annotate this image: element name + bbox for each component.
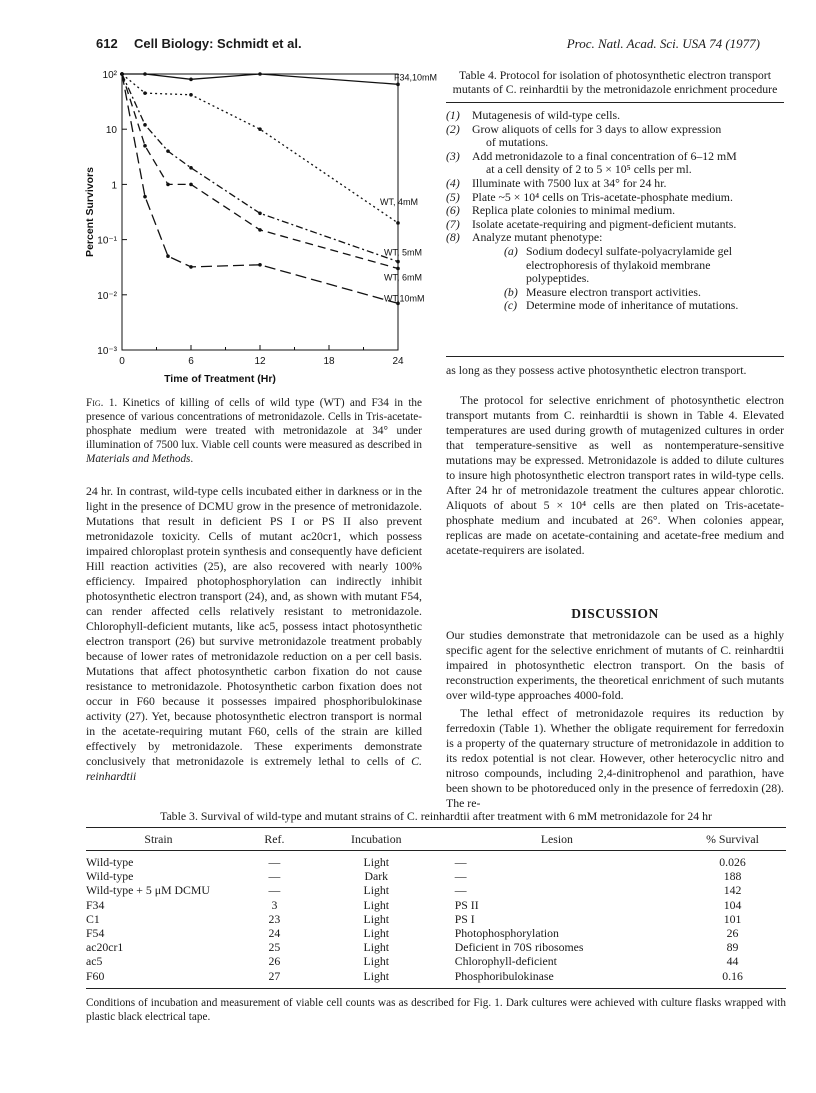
strain-cell: Wild-type [86, 855, 134, 870]
figure-caption-text: Kinetics of killing of cells of wild type (WT) and F34 in the presence of various concentrations of metronidazole. Cells in Tris-acetate-phosphate medium were treated with metronidazole at 34° under illumination of 7500 lux. Viable cell counts were measured as described in [86, 397, 422, 451]
table-row [86, 898, 786, 912]
series-label: WT, 6mM [384, 272, 422, 283]
series-line [122, 74, 398, 262]
section-title: Cell Biology: Schmidt et al. [134, 36, 302, 51]
journal-citation: Proc. Natl. Acad. Sci. USA 74 (1977) [566, 36, 760, 51]
left-column-paragraph [86, 484, 422, 784]
data-point [396, 267, 400, 271]
right-paragraph-3: Our studies demonstrate that metronidazole can be used as a highly specific agent for the selective enrichment of mutants of C. reinhardtii impaired in photosynthetic electron transport. On the basis of reconstruction experiments, the theoretical enrichment of such mutants over wild-type approaches 4000-fold. [446, 628, 784, 702]
column-header-survival: % Survival [679, 828, 786, 851]
survival-cell: 0.16 [679, 969, 786, 989]
figure-label: Fig. 1. [86, 397, 118, 409]
step-text: Replica plate colonies to minimal medium. [472, 203, 676, 218]
table-row [86, 926, 786, 940]
table-row [86, 969, 786, 989]
figure-caption-ref: Materials and Methods [86, 453, 191, 465]
table-row [86, 912, 786, 926]
table-row [86, 851, 786, 870]
page-number: 612 [96, 36, 118, 51]
figure-caption-end: . [190, 453, 194, 465]
step-text: electrophoresis of thylakoid membrane [526, 257, 711, 272]
column-header-ref: Ref. [231, 828, 318, 851]
ref-cell: 24 [268, 926, 281, 941]
incubation-cell: Dark [364, 869, 389, 884]
data-point [258, 263, 262, 267]
incubation-cell: Light [363, 883, 390, 898]
table-4-step [446, 150, 784, 164]
data-point [396, 83, 400, 87]
data-point [143, 91, 147, 95]
strain-cell: F54 [86, 926, 105, 941]
step-number: (c) [504, 298, 518, 313]
lesion-cell: — [454, 883, 467, 898]
series-label: WT,10mM [384, 293, 425, 304]
right-paragraph-2: The protocol for selective enrichment of photosynthetic electron transport mutants from C. reinhardtii is shown in Table 4. Elevated temperatures are used during growth of mutagenized cultures in order that temperature-sensitive as well as nontemperature-sensitive mutations may be expressed. Metronidazole is added to dilute cultures to insure high photosynthetic electron transport rates in wild-type cells. After 24 hr of metronidazole treatment the cultures appear chlorotic. Aliquots of about 5 × 10⁴ cells are then plated on Tris-acetate-phosphate medium and incubated at 26°. When colonies appear, replicas are made on acetate-containing and acetate-free medium and acetate-requirers are isolated. [446, 393, 784, 557]
survival-cell: 104 [723, 897, 742, 912]
column-header-lesion: Lesion [435, 828, 679, 851]
x-tick-label: 18 [323, 356, 335, 367]
survival-cell: 0.026 [719, 855, 746, 870]
ref-cell: 25 [268, 940, 281, 955]
series-label: WT, 4mM [380, 196, 418, 207]
y-axis-title: Percent Survivors [84, 167, 96, 257]
step-text: Analyze mutant phenotype: [472, 230, 603, 245]
y-tick-label: 10⁻¹ [97, 235, 117, 247]
survival-cell: 101 [723, 911, 742, 926]
table-row [86, 883, 786, 897]
ref-cell: — [268, 869, 281, 884]
table-4-step [446, 163, 784, 177]
table-4-step [446, 286, 784, 300]
chart-series [120, 72, 400, 305]
y-tick-label: 1 [111, 180, 117, 192]
x-tick-label: 12 [254, 356, 266, 367]
table-4-step [446, 204, 784, 218]
table-4-step [446, 218, 784, 232]
step-number: (1) [446, 108, 460, 122]
step-text: Determine mode of inheritance of mutations. [526, 298, 739, 313]
table-row [86, 940, 786, 954]
data-point [189, 93, 193, 97]
step-number: (a) [504, 243, 518, 258]
incubation-cell: Light [363, 954, 390, 969]
x-axis-title: Time of Treatment (Hr) [164, 373, 276, 385]
x-tick-label: 6 [188, 356, 194, 367]
ref-cell: 27 [231, 969, 318, 989]
table-4-step [446, 177, 784, 191]
data-point [258, 72, 262, 76]
species-name: C. reinhardtii [86, 754, 422, 783]
series-line [122, 74, 398, 269]
data-point [189, 265, 193, 269]
step-number: (7) [446, 216, 460, 231]
table-3-footnote: Conditions of incubation and measurement of viable cell counts was as described for Fig. 1. Dark cultures were achieved with culture flasks wrapped with plastic black electrical tape. [86, 997, 786, 1023]
table-4-step [446, 259, 784, 273]
step-text: Measure electron transport activities. [526, 284, 701, 299]
step-text: of mutations. [486, 135, 549, 150]
table-4-title: Table 4. Protocol for isolation of photosynthetic electron transport mutants of C. reinhardtii by the metronidazole enrichment procedure [446, 68, 784, 103]
ref-cell: 26 [268, 954, 281, 969]
strain-cell: Wild-type + 5 μM DCMU [86, 883, 210, 898]
strain-cell: F60 [86, 969, 231, 989]
step-number: (3) [446, 148, 460, 163]
step-text: Plate ~5 × 10⁴ cells on Tris-acetate-phosphate medium. [472, 189, 733, 204]
data-point [189, 166, 193, 170]
data-point [258, 127, 262, 131]
data-point [143, 144, 147, 148]
step-text: Mutagenesis of wild-type cells. [472, 108, 621, 122]
table-4 [446, 68, 784, 313]
left-paragraph-text: 24 hr. In contrast, wild-type cells incubated either in darkness or in the light in the presence of DCMU grow in the presence of metronidazole. Mutations that result in deficient PS I or PS II also prevent metronidazole toxicity. Cells of mutant ac20cr1, which possess impaired chloroplast protein synthesis and consequently have deficient Hill reaction activities (25), are also recovered with nearly 100% efficiency. Impaired photophosphorylation can indirectly inhibit photosynthetic electron transport (24), and, as shown with mutant F54, can render affected cells relatively resistant to metronidazole. Chlorophyll-deficient mutants, like ac5, possess intact photosynthetic electron transport (26) but survive metronidazole treatment probably because of lower rates of metronidazole reduction on a per cell basis. Mutations that affect photosynthetic carbon fixation do not cause resistance to metronidazole. Photosynthetic carbon fixation does not occur in F60 because it possesses impaired phosphoribulokinase activity (27). Yet, because photosynthetic electron transport is normal in the acetate-requiring mutant F60, cells of the strain are killed effectively by metronidazole. These experiments demonstrate conclusively that metronidazole is extremely lethal to cells of [86, 484, 422, 768]
ref-cell: — [268, 855, 281, 870]
table-4-step [446, 109, 784, 123]
data-point [189, 78, 193, 82]
figure-1-chart [78, 62, 438, 392]
lesion-cell: PS I [454, 911, 475, 926]
lesion-cell: — [454, 855, 467, 870]
series-line [122, 74, 398, 303]
data-point [166, 183, 170, 187]
step-text: Isolate acetate-requiring and pigment-deficient mutants. [472, 216, 737, 231]
ref-cell: — [268, 883, 281, 898]
x-tick-label: 24 [392, 356, 404, 367]
strain-cell: C1 [86, 911, 100, 926]
step-number: (5) [446, 189, 460, 204]
column-header-incubation: Incubation [318, 828, 435, 851]
incubation-cell: Light [363, 855, 390, 870]
step-text: Illuminate with 7500 lux at 34° for 24 hr. [472, 175, 667, 190]
survival-cell: 142 [723, 883, 742, 898]
data-point [189, 183, 193, 187]
ref-cell: 23 [268, 911, 281, 926]
table-4-step [446, 245, 784, 259]
survival-cell: 26 [726, 926, 739, 941]
survival-cell: 44 [726, 954, 739, 969]
data-point [396, 221, 400, 225]
lesion-cell: Phosphoribulokinase [435, 969, 679, 989]
data-point [258, 228, 262, 232]
incubation-cell: Light [318, 969, 435, 989]
step-text: Grow aliquots of cells for 3 days to allow expression [472, 121, 722, 136]
data-point [166, 149, 170, 153]
survival-cell: 89 [726, 940, 739, 955]
lesion-cell: PS II [454, 897, 479, 912]
table-4-step [446, 136, 784, 150]
right-paragraph-1: as long as they possess active photosynthetic electron transport. [446, 363, 747, 377]
table-3-body [86, 851, 786, 989]
step-text: Sodium dodecyl sulfate-polyacrylamide gel [526, 243, 733, 258]
figure-caption [86, 396, 422, 466]
data-point [396, 260, 400, 264]
incubation-cell: Light [363, 911, 390, 926]
column-header-strain: Strain [86, 828, 231, 851]
strain-cell: F34 [86, 897, 105, 912]
lesion-cell: Photophosphorylation [454, 926, 559, 941]
data-point [143, 123, 147, 127]
series-line [122, 74, 398, 223]
table-4-step [446, 191, 784, 205]
right-paragraph-4: The lethal effect of metronidazole requires its reduction by ferredoxin (Table 1). Whether the obligate requirement for ferredoxin is a property of the quaternary structure of metronidazole in addition to its redox potential is not clear. However, other heterocyclic nitro and nitroso compounds, including 2,4-dinitrophenol and parathion, have been shown to be photoreduced only in the presence of ferredoxin (28). The re- [446, 706, 784, 810]
discussion-heading: DISCUSSION [571, 606, 659, 621]
table-4-step [446, 272, 784, 286]
y-tick-label: 10 [105, 125, 117, 137]
ref-cell: 3 [271, 897, 278, 912]
strain-cell: Wild-type [86, 869, 134, 884]
step-number: (4) [446, 175, 460, 190]
data-point [143, 195, 147, 199]
data-point [258, 211, 262, 215]
step-text: polypeptides. [526, 271, 590, 286]
table-4-step [446, 231, 784, 245]
lesion-cell: — [454, 869, 467, 884]
series-label: F34,10mM [394, 72, 438, 83]
lesion-cell: Deficient in 70S ribosomes [454, 940, 584, 955]
y-tick-label: 10⁻² [97, 290, 117, 302]
step-text: Add metronidazole to a final concentration of 6–12 mM [472, 148, 737, 163]
survival-cell: 188 [723, 869, 742, 884]
table-row [86, 954, 786, 968]
incubation-cell: Light [363, 940, 390, 955]
step-number: (8) [446, 230, 460, 245]
table-3 [86, 827, 786, 989]
data-point [120, 72, 124, 76]
incubation-cell: Light [363, 897, 390, 912]
x-tick-label: 0 [119, 356, 125, 367]
table-row [86, 869, 786, 883]
lesion-cell: Chlorophyll-deficient [454, 954, 557, 969]
data-point [166, 254, 170, 258]
strain-cell: ac5 [86, 954, 103, 969]
series-label: WT, 5mM [384, 247, 422, 258]
y-tick-label: 10⁻³ [97, 346, 117, 357]
chart-labels [84, 70, 437, 385]
data-point [143, 72, 147, 76]
table-3-header-row [86, 828, 786, 851]
step-number: (6) [446, 203, 460, 218]
table-4-rule [446, 356, 784, 357]
table-3-title: Table 3. Survival of wild-type and mutant strains of C. reinhardtii after treatment with 6 mM metronidazole for 24 hr [160, 809, 712, 823]
table-4-step [446, 123, 784, 137]
incubation-cell: Light [363, 926, 390, 941]
running-head [96, 36, 760, 56]
y-tick-label: 10² [102, 70, 117, 81]
step-text: at a cell density of 2 to 5 × 10⁵ cells per ml. [486, 162, 692, 177]
step-number: (2) [446, 121, 460, 136]
table-4-step [446, 299, 784, 313]
table-4-steps [446, 109, 784, 313]
step-number: (b) [504, 284, 518, 299]
strain-cell: ac20cr1 [86, 940, 124, 955]
